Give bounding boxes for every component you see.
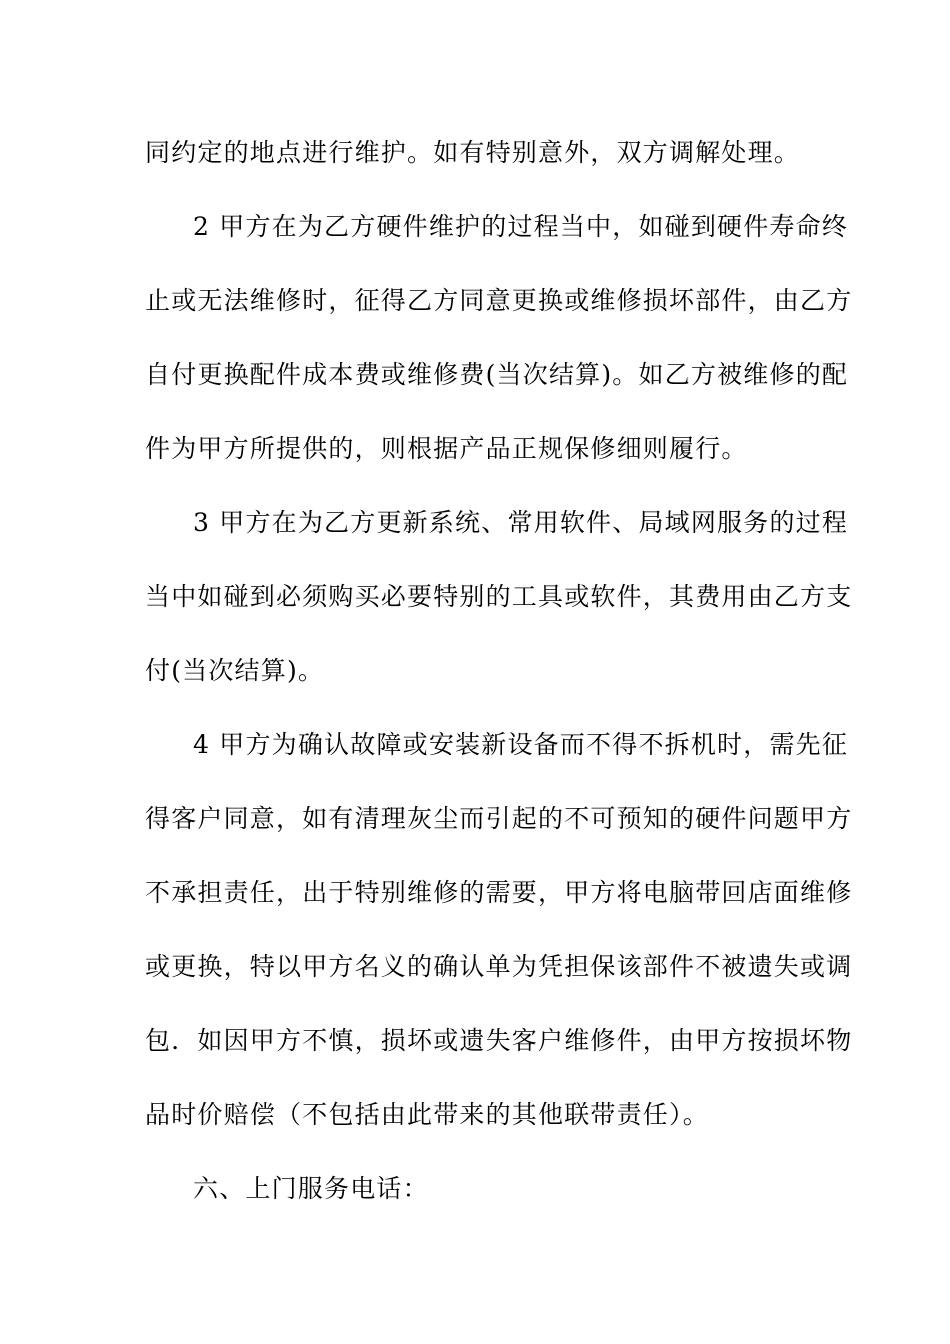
text-line: 同约定的地点进行维护。如有特别意外，双方调解处理。	[145, 138, 801, 167]
text-line: 付(当次结算)。	[145, 656, 325, 685]
text-line: 止或无法维修时，征得乙方同意更换或维修损坏部件，由乙方	[145, 286, 853, 315]
clause-4-start: 4 甲方为确认故障或安装新设备而不得不拆机时，需先征	[193, 730, 849, 759]
clause-2-start: 2 甲方在为乙方硬件维护的过程当中，如碰到硬件寿命终	[193, 212, 849, 241]
text-line: 得客户同意，如有清理灰尘而引起的不可预知的硬件问题甲方	[145, 804, 853, 833]
text-line: 或更换，特以甲方名义的确认单为凭担保该部件不被遗失或调	[145, 952, 853, 981]
text-line: 包．如因甲方不慎，损坏或遗失客户维修件，由甲方按损坏物	[145, 1026, 853, 1055]
text-line: 件为甲方所提供的，则根据产品正规保修细则履行。	[145, 434, 748, 463]
text-line: 品时价赔偿（不包括由此带来的其他联带责任）。	[145, 1100, 709, 1129]
text-line: 当中如碰到必须购买必要特别的工具或软件，其费用由乙方支	[145, 582, 853, 611]
clause-3-start: 3 甲方在为乙方更新系统、常用软件、局域网服务的过程	[193, 508, 849, 537]
text-line: 自付更换配件成本费或维修费(当次结算)。如乙方被维修的配	[145, 360, 849, 389]
text-line: 不承担责任，出于特别维修的需要，甲方将电脑带回店面维修	[145, 878, 853, 907]
section-heading-service-phone: 六、上门服务电话：	[193, 1174, 429, 1203]
